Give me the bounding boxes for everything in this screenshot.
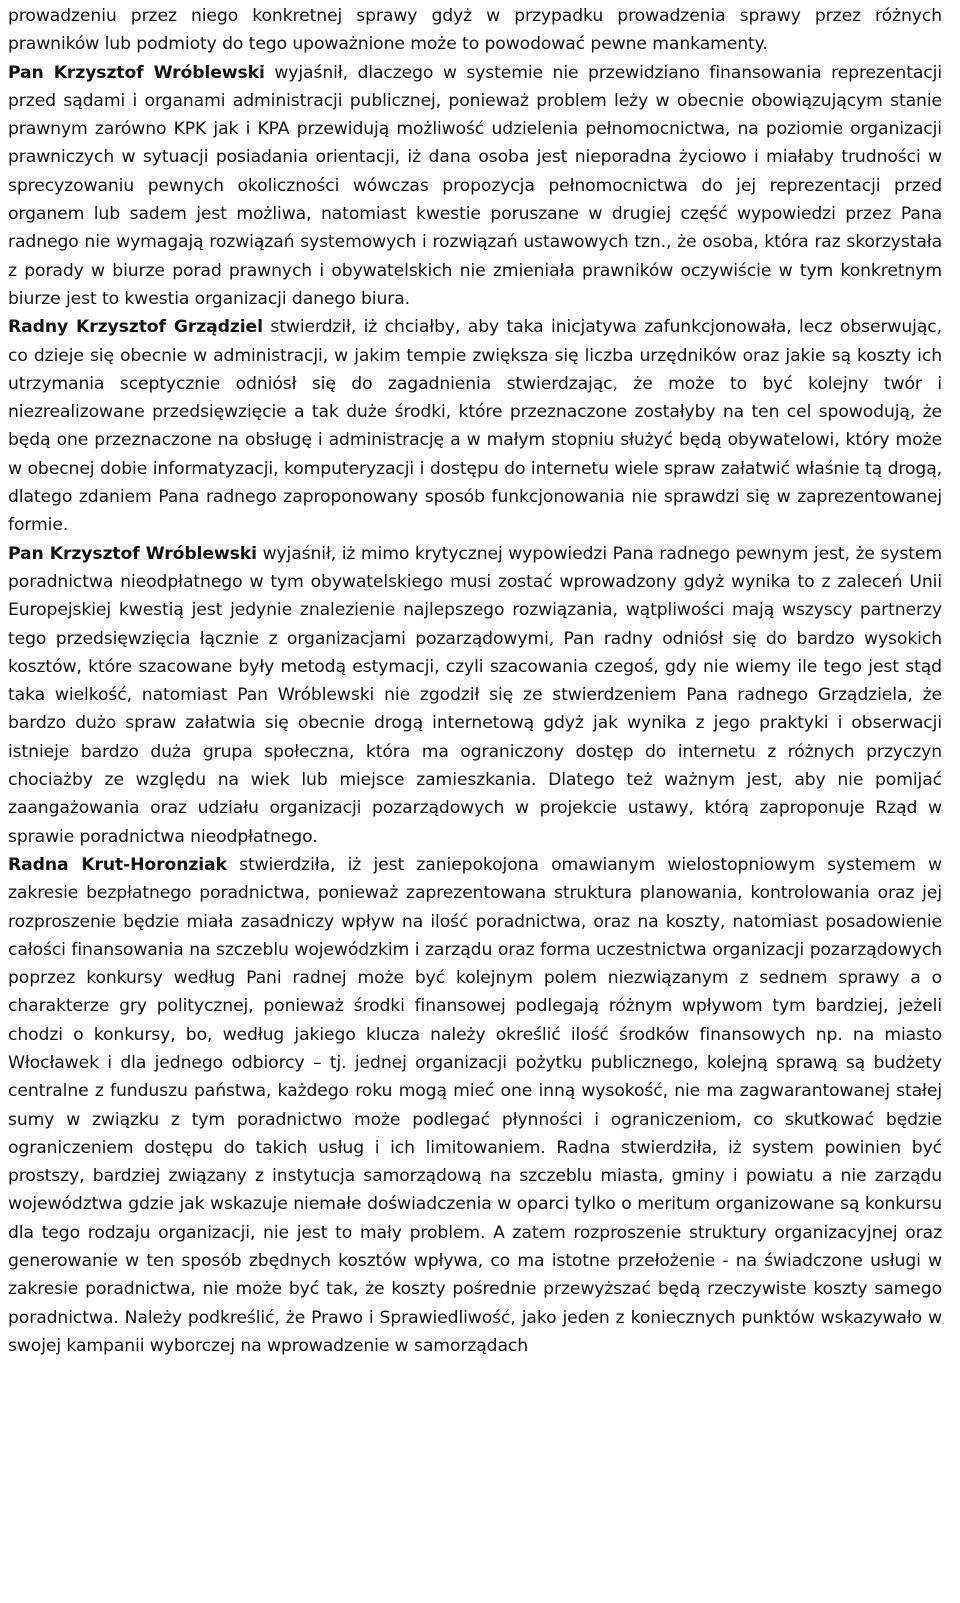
paragraph-text: wyjaśnił, iż mimo krytycznej wypowiedzi Pana radnego pewnym jest, że system poradnictwa nieodpłatnego w tym obywatelskiego musi zostać wprowadzony gdyż wynika to z zaleceń Unii Europejskiej kwestią jest jedynie znalezienie najlepszego rozwiązania, wątpliwości mają wszyscy partnerzy tego przedsięwzięcia łącznie z organizacjami pozarządowymi, Pan radny odniósł się do bardzo wysokich kosztów, które szacowane były metodą estymacji, czyli szacowania czegoś, gdy nie wiemy ile tego jest stąd taka wielkość, natomiast Pan Wróblewski nie zgodził się ze stwierdzeniem Pana radnego Grządziela, że bardzo dużo spraw załatwia się obecnie drogą internetową gdyż jak wynika z jego praktyki i obserwacji istnieje bardzo duża grupa społeczna, która ma ograniczony dostęp do internetu z różnych przyczyn chociażby ze względu na wiek lub miejsce zamieszkania. Dlatego też ważnym jest, aby nie pomijać zaangażowania oraz udziału organizacji pozarządowych w projekcie ustawy, którą zaproponuje Rząd w sprawie poradnictwa nieodpłatnego.: [8, 543, 942, 847]
paragraph-wroblewski-1: [8, 59, 942, 314]
paragraph-text: wyjaśnił, dlaczego w systemie nie przewidziano finansowania reprezentacji przed sądami i organami administracji publicznej, ponieważ problem leży w obecnie obowiązującym stanie prawnym zarówno KPK jak i KPA przewidują możliwość udzielenia pełnomocnictwa, na poziomie organizacji prawniczych w sytuacji posiadania orientacji, iż dana osoba jest nieporadna życiowo i miałaby trudności w sprecyzowaniu pewnych okoliczności wówczas propozycja pełnomocnictwa do jej reprezentacji przed organem lub sadem jest możliwa, natomiast kwestie poruszane w drugiej część wypowiedzi przez Pana radnego nie wymagają rozwiązań systemowych i rozwiązań ustawowych tzn., że osoba, która raz skorzystała z porady w biurze porad prawnych i obywatelskich nie zmieniała prawników oczywiście w tym konkretnym biurze jest to kwestia organizacji danego biura.: [8, 62, 942, 309]
paragraph-text: prowadzeniu przez niego konkretnej sprawy gdyż w przypadku prowadzenia sprawy przez różnych prawników lub podmioty do tego upoważnione może to powodować pewne mankamenty.: [8, 6, 942, 55]
speaker-name: Radny Krzysztof Grządziel: [8, 317, 263, 338]
speaker-name: Pan Krzysztof Wróblewski: [8, 62, 265, 83]
speaker-name: Pan Krzysztof Wróblewski: [8, 543, 257, 564]
paragraph-krut-horonziak: [8, 851, 942, 1360]
paragraph-grzadziel: [8, 313, 942, 539]
speaker-name: Radna Krut-Horonziak: [8, 854, 227, 875]
paragraph-wroblewski-2: [8, 540, 942, 851]
paragraph-text: stwierdził, iż chciałby, aby taka inicjatywa zafunkcjonowała, lecz obserwując, co dzieje się obecnie w administracji, w jakim tempie zwiększa się liczba urzędników oraz jakie są koszty ich utrzymania sceptycznie odniósł się do zagadnienia stwierdzając, że może to być kolejny twór i niezrealizowane przedsięwzięcie a tak duże środki, które przeznaczone zostałyby na ten cel spowodują, że będą one przeznaczone na obsługę i administrację a w małym stopniu służyć będą obywatelowi, który może w obecnej dobie informatyzacji, komputeryzacji i dostępu do internetu wiele spraw załatwić właśnie tą drogą, dlatego zdaniem Pana radnego zaproponowany sposób funkcjonowania nie sprawdzi się w zaprezentowanej formie.: [8, 317, 943, 536]
paragraph-intro: [8, 2, 942, 59]
paragraph-text: stwierdziła, iż jest zaniepokojona omawianym wielostopniowym systemem w zakresie bezpłatnego poradnictwa, ponieważ zaprezentowana struktura planowania, kontrolowania oraz jej rozproszenie będzie miała zasadniczy wpływ na ilość poradnictwa, oraz na koszty, natomiast posadowienie całości finansowania na szczeblu wojewódzkim i zarządu oraz forma uczestnictwa organizacji pozarządowych poprzez konkursy według Pani radnej może być kolejnym polem niezwiązanym z sednem sprawy a o charakterze gry politycznej, ponieważ środki finansowej podlegają różnym wpływom tym bardziej, jeżeli chodzi o konkursy, bo, według jakiego klucza należy określić ilość środków finansowych np. na miasto Włocławek i dla jednego odbiorcy – tj. jednej organizacji pożytku publicznego, kolejną sprawą są budżety centralne z funduszu państwa, każdego roku mogą mieć one inną wysokość, nie ma zagwarantowanej stałej sumy w związku z tym poradnictwo może podlegać płynności i ograniczeniom, co skutkować będzie ograniczeniem dostępu do takich usług i ich limitowaniem. Radna stwierdziła, iż system powinien być prostszy, bardziej związany z instytucja samorządową na szczeblu miasta, gminy i powiatu a nie zarządu województwa gdzie jak wskazuje niemałe doświadczenia w oparci tylko o meritum organizowane są konkursu dla tego rodzaju organizacji, nie jest to mały problem. A zatem rozproszenie struktury organizacyjnej oraz generowanie w ten sposób zbędnych kosztów wpływa, co ma istotne przełożenie - na świadczone usługi w zakresie poradnictwa, nie może być tak, że koszty pośrednie przewyższać będą rzeczywiste koszty samego poradnictwa. Należy podkreślić, że Prawo i Sprawiedliwość, jako jeden z koniecznych punktów wskazywało w swojej kampanii wyborczej na wprowadzenie w samorządach: [8, 854, 942, 1356]
